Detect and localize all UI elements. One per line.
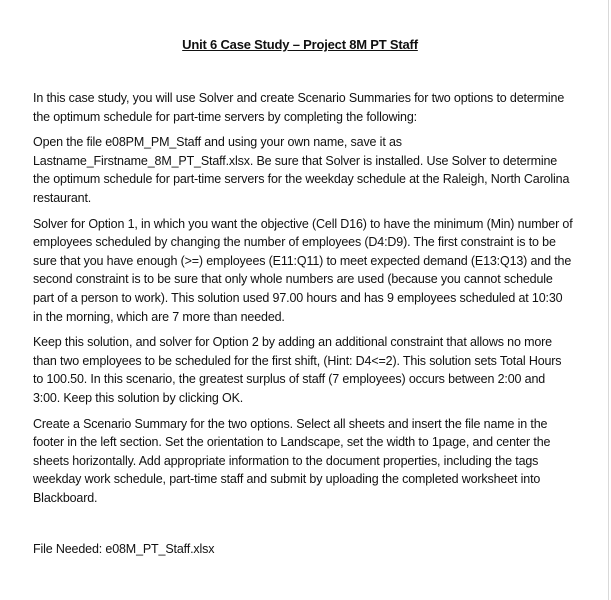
page-edge-divider [608,0,609,600]
paragraph-open-file: Open the file e08PM_PM_Staff and using your own name, save it as Lastname_Firstname_8M_PT_Staff.xlsx. Be sure that Solver is installed. Use Solver to determine the optimum schedule for part-time servers for the weekday schedule at the Raleigh, North Carolina restaurant. [33,135,570,205]
paragraph-option-2: Keep this solution, and solver for Option 2 by adding an additional constraint that allows no more than two employees to be scheduled for the first shift, (Hint: D4<=2). This solution sets Total Hours to 100.50. In this scenario, the greatest surplus of staff (7 employees) occurs between 2:00 and 3:00. Keep this solution by clicking OK. [33,335,562,405]
paragraph-option-1: Solver for Option 1, in which you want the objective (Cell D16) to have the minimum (Min) number of employees scheduled by changing the number of employees (D4:D9). The first constraint is to be sure that you have enough (>=) employees (E11:Q11) to meet expected demand (E13:Q13) and the second constraint is to be sure that only whole numbers are used (because you cannot schedule part of a person to work). This solution used 97.00 hours and has 9 employees scheduled at 10:30 in the morning, which are 7 more than needed. [33,216,573,324]
file-needed-note: File Needed: e08M_PT_Staff.xlsx [33,542,215,556]
paragraph-intro: In this case study, you will use Solver and create Scenario Summaries for two options to determine the optimum schedule for part-time servers by completing the following: [33,91,565,124]
paragraph-scenario-summary: Create a Scenario Summary for the two options. Select all sheets and insert the file name in the footer in the left section. Set the orientation to Landscape, set the width to 1page, and center the sheets horizontally. Add appropriate information to the document properties, including the tags weekday work schedule, part-time staff and submit by uploading the completed worksheet into Blackboard. [33,416,551,505]
document-body [33,89,573,514]
document-title: Unit 6 Case Study – Project 8M PT Staff [182,37,418,52]
